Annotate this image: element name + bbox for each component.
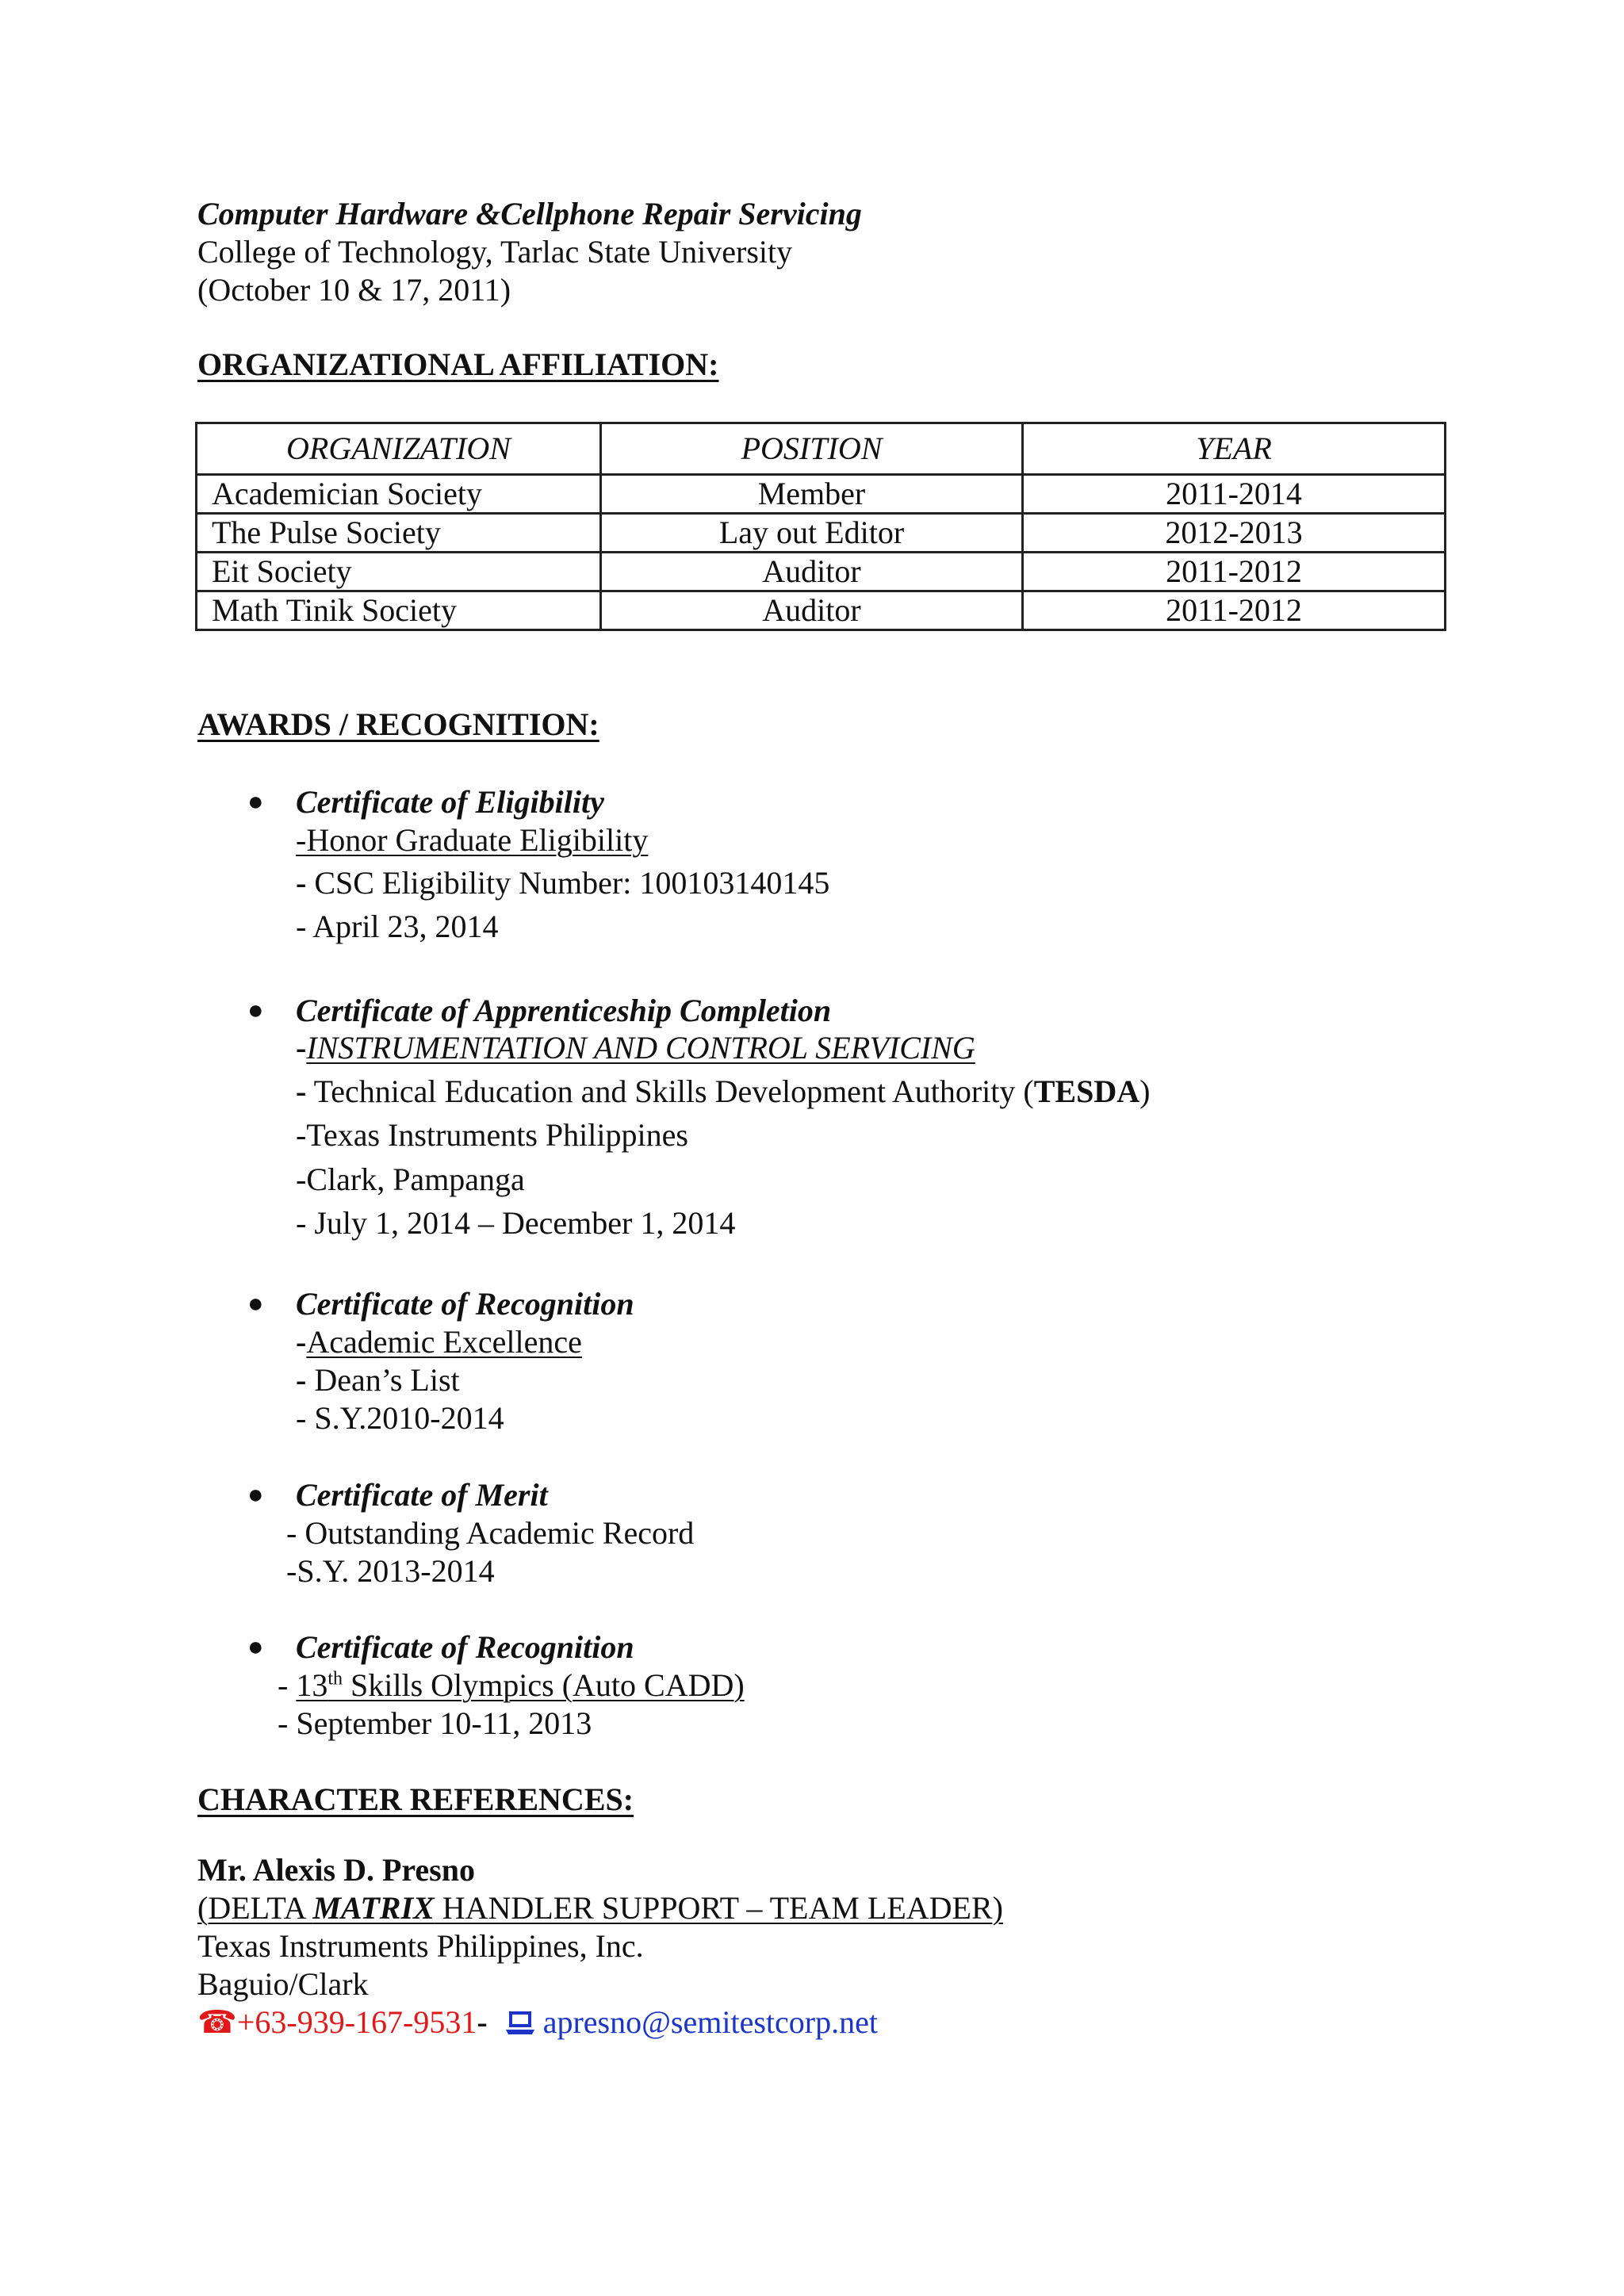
award-date: - S.Y.2010-2014 xyxy=(296,1400,504,1436)
training-date: (October 10 & 17, 2011) xyxy=(197,272,511,308)
award-date: - July 1, 2014 – December 1, 2014 xyxy=(296,1205,736,1241)
year-cell: 2011-2012 xyxy=(1023,591,1446,630)
table-row xyxy=(197,475,1446,514)
award-detail: - Technical Education and Skills Development Authority (TESDA) xyxy=(296,1073,1151,1109)
bullet-icon: ● xyxy=(247,1480,264,1510)
position-cell: Member xyxy=(601,475,1023,514)
bullet-icon: ● xyxy=(247,787,264,817)
award-detail: -Clark, Pampanga xyxy=(296,1161,525,1197)
reference-name: Mr. Alexis D. Presno xyxy=(197,1852,475,1888)
award-detail: -Texas Instruments Philippines xyxy=(296,1117,688,1153)
award-date: - April 23, 2014 xyxy=(296,909,499,944)
reference-contact: ☎+63-939-167-9531- apresno@semitestcorp.net xyxy=(197,2003,878,2045)
year-cell: 2011-2014 xyxy=(1023,475,1446,514)
references-heading: CHARACTER REFERENCES: xyxy=(197,1781,634,1817)
position-cell: Auditor xyxy=(601,591,1023,630)
organization-cell: The Pulse Society xyxy=(197,514,601,553)
reference-email[interactable]: apresno@semitestcorp.net xyxy=(542,2004,878,2040)
award-detail: - CSC Eligibility Number: 100103140145 xyxy=(296,865,830,901)
award-title: Certificate of Recognition xyxy=(296,1629,634,1665)
reference-role: (DELTA MATRIX HANDLER SUPPORT – TEAM LEADER) xyxy=(197,1890,1003,1926)
bullet-icon: ● xyxy=(247,1289,264,1318)
award-date: - September 10-11, 2013 xyxy=(278,1705,592,1741)
reference-phone[interactable]: +63-939-167-9531 xyxy=(236,2004,477,2040)
award-title: Certificate of Merit xyxy=(296,1477,548,1513)
phone-icon: ☎ xyxy=(197,2004,237,2040)
award-detail: -Academic Excellence xyxy=(296,1324,582,1360)
table-row xyxy=(197,514,1446,553)
reference-location: Baguio/Clark xyxy=(197,1966,369,2002)
award-title: Certificate of Recognition xyxy=(296,1286,634,1322)
award-detail: - Dean’s List xyxy=(296,1362,460,1398)
award-detail: - Outstanding Academic Record xyxy=(286,1515,695,1551)
table-row xyxy=(197,553,1446,591)
laptop-icon xyxy=(505,2007,535,2045)
affiliation-heading: ORGANIZATIONAL AFFILIATION: xyxy=(197,346,719,382)
award-title: Certificate of Eligibility xyxy=(296,784,604,820)
award-date: -S.Y. 2013-2014 xyxy=(286,1553,495,1589)
award-title: Certificate of Apprenticeship Completion xyxy=(296,993,832,1028)
column-header-position: POSITION xyxy=(601,423,1023,475)
training-place: College of Technology, Tarlac State University xyxy=(197,234,793,270)
table-row xyxy=(197,591,1446,630)
organization-cell: Math Tinik Society xyxy=(197,591,601,630)
award-detail: -Honor Graduate Eligibility xyxy=(296,822,649,858)
year-cell: 2011-2012 xyxy=(1023,553,1446,591)
bullet-icon: ● xyxy=(247,1632,264,1662)
training-title: Computer Hardware &Cellphone Repair Servicing xyxy=(197,196,862,232)
position-cell: Auditor xyxy=(601,553,1023,591)
organization-cell: Eit Society xyxy=(197,553,601,591)
affiliation-table xyxy=(195,422,1446,631)
column-header-year: YEAR xyxy=(1023,423,1446,475)
organization-cell: Academician Society xyxy=(197,475,601,514)
awards-heading: AWARDS / RECOGNITION: xyxy=(197,706,599,742)
award-detail: -INSTRUMENTATION AND CONTROL SERVICING xyxy=(296,1030,975,1066)
year-cell: 2012-2013 xyxy=(1023,514,1446,553)
position-cell: Lay out Editor xyxy=(601,514,1023,553)
bullet-icon: ● xyxy=(247,996,264,1025)
reference-company: Texas Instruments Philippines, Inc. xyxy=(197,1928,644,1964)
affiliation-table-header xyxy=(197,423,1446,475)
column-header-organization: ORGANIZATION xyxy=(197,423,601,475)
award-detail: - 13th Skills Olympics (Auto CADD) xyxy=(278,1667,745,1703)
